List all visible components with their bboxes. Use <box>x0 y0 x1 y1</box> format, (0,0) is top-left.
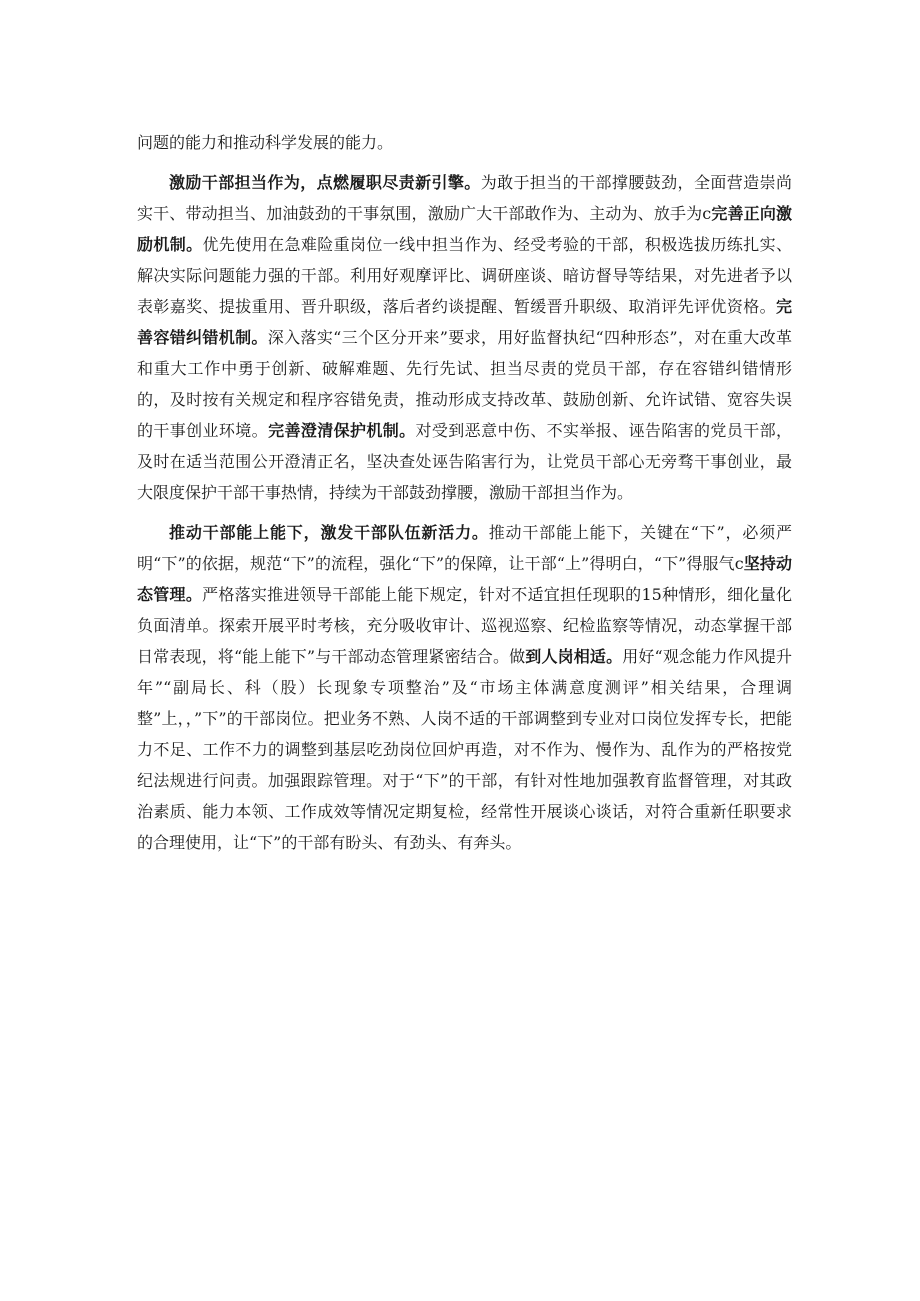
paragraph-text: 对受到恶意中伤、不实举报、诬告陷害的党员干部，及时在适当范围公开澄清正名，坚决查处诬告陷害行为，让党员干部心无旁骛干事创业，最大限度保护干部干事热情，持续为干部鼓劲撑腰，激励干部担当作为。 <box>137 421 792 502</box>
paragraph-promotion-demotion <box>137 517 792 858</box>
paragraph-text: 优先使用在急难险重岗位一线中担当作为、经受考验的干部，积极选拔历练扎实、解决实际问题能力强的干部。利用好观摩评比、调研座谈、暗访督导等结果，对先进者予以表彰嘉奖、提拔重用、晋升职级，落后者约谈提醒、暂缓晋升职级、取消评先评优资格。 <box>137 235 792 316</box>
paragraph-text: 问题的能力和推动科学发展的能力。 <box>137 133 394 152</box>
paragraph-heading: 推动干部能上能下，激发干部队伍新活力。 <box>169 523 489 542</box>
subheading-clarification-protection: 完善澄清保护机制。 <box>268 421 416 440</box>
paragraph-text: 推动干部能上能下，关键在“下”，必须严明“下”的依据，规范“下”的流程，强化“下”的保障，让干部“上”得明白，“下”得服气c <box>137 523 792 573</box>
paragraph-text: 为敢于担当的干部撑腰鼓劲，全面营造崇尚实干、带动担当、加油鼓劲的干事氛围，激励广大干部敢作为、主动为、放手为c <box>137 173 792 223</box>
subheading-positive-incentive: 完善正向激励机制。 <box>137 204 792 254</box>
paragraph-text: 用好“观念能力作风提升年”“副局长、科（股）长现象专项整治”及“市场主体满意度测评”相关结果，合理调整”上，，”下”的干部岗位。把业务不熟、人岗不适的干部调整到专业对口岗位发挥专长，把能力不足、工作不力的调整到基层吃劲岗位回炉再造，对不作为、慢作为、乱作为的严格按党纪法规进行问责。加强跟踪管理。对于“下”的干部，有针对性地加强教育监督管理，对其政治素质、能力本领、工作成效等情况定期复检，经常性开展谈心谈话，对符合重新任职要求的合理使用，让“下”的干部有盼头、有劲头、有奔头。 <box>137 647 792 852</box>
paragraph-text: 严格落实推进领导干部能上能下规定，针对不适宜担任现职的15种情形，细化量化负面清单。探索开展平时考核，充分吸收审计、巡视巡察、纪检监察等情况，动态掌握干部日常表现，将“能上能下”与干部动态管理紧密结合。做 <box>137 585 792 666</box>
document-body <box>137 127 792 867</box>
subheading-error-tolerance: 完善容错纠错机制。 <box>137 297 792 347</box>
paragraph-text: 深入落实“三个区分开来”要求，用好监督执纪“四种形态”，对在重大改革和重大工作中勇于创新、破解难题、先行先试、担当尽责的党员干部，存在容错纠错情形的，及时按有关规定和程序容错免责，推动形成支持改革、鼓励创新、允许试错、宽容失误的干事创业环境。 <box>137 328 792 440</box>
paragraph-continuation <box>137 127 792 158</box>
paragraph-heading: 激励干部担当作为，点燃履职尽责新引擎。 <box>169 173 481 192</box>
paragraph-incentive <box>137 167 792 508</box>
subheading-dynamic-management: 坚持动态管理。 <box>137 554 792 604</box>
subheading-person-post-fit: 到人岗相适。 <box>525 647 623 666</box>
